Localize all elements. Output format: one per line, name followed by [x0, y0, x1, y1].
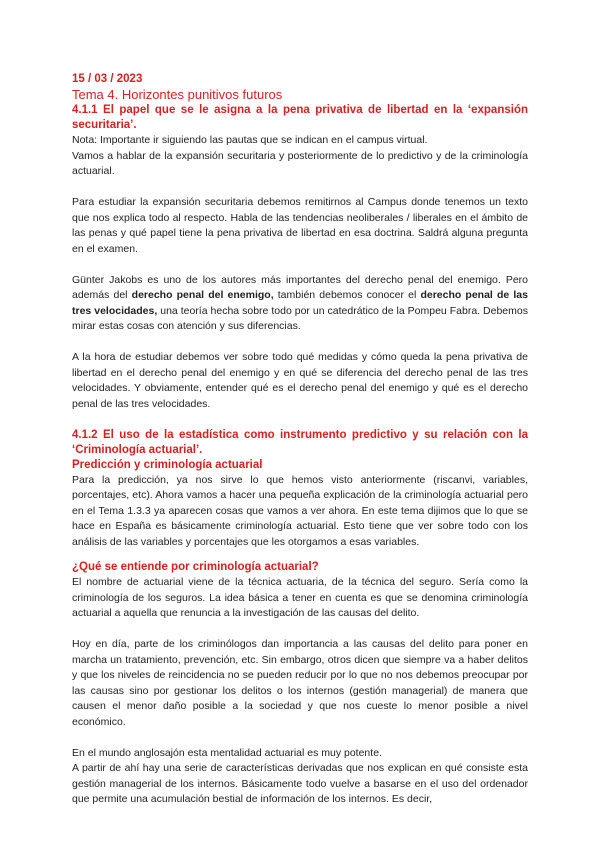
question-heading: ¿Qué se entiende por criminología actuarial? [72, 561, 319, 573]
paragraph: El nombre de actuarial viene de la técnica actuaria, de la técnica del seguro. Sería como la criminología de los seguros. La idea básica a tener en cuenta es que se denomina criminología actuarial a aquella que renuncia a la investigación de las causas del delito. [72, 576, 528, 619]
subheading: Predicción y criminología actuarial [72, 458, 263, 471]
paragraph: En el mundo anglosajón esta mentalidad actuarial es muy potente. [72, 746, 382, 759]
text-run: Günter Jakobs es uno de los autores más importantes del derecho penal del enemigo. Pero además del [72, 273, 528, 301]
text-run: una teoría hecha sobre todo por un catedrático de la Pompeu Fabra. Debemos mirar estas cosas con atención y sus diferencias. [72, 304, 528, 332]
paragraph: Para la predicción, ya nos sirve lo que hemos visto anteriormente (riscanvi, variables, porcentajes, etc). Ahora vamos a hacer una pequeña explicación de la criminología actuarial pero en el Tema 1.3.3 ya aparecen cosas que vamos a ver ahora. En este tema dijimos que lo que se hace en España es básicamente criminología actuarial. Esto tiene que ver sobre todo con los análisis de las variables y porcentajes que les otorgamos a esas variables. [72, 473, 528, 548]
paragraph: A partir de ahí hay una serie de características derivadas que nos explican en qué consiste esta gestión managerial de los internos. Básicamente todo vuelve a basarse en el uso del ordenador que permite una acumulación bestial de información de los internos. Es decir, [72, 762, 528, 805]
paragraph: Hoy en día, parte de los criminólogos dan importancia a las causas del delito para poner en marcha un tratamiento, prevención, etc. Sin embargo, otros dicen que siempre va a haber delitos y que los niveles de reincidencia no se pueden reducir por lo que no nos debemos preocupar por las causas sino por gestionar los delitos o los internos (gestión managerial) de manera que causen el menor daño posible a la sociedad y que nos cueste lo menor posible a nivel económico. [72, 638, 528, 728]
text-run: también debemos conocer el [273, 289, 421, 301]
section-heading-4-1-1: 4.1.1 El papel que se le asigna a la pena privativa de libertad en la ‘expansión securitaria’. [72, 104, 528, 131]
paragraph-jakobs [72, 273, 528, 335]
bold-term: derecho penal de las tres velocidades, [72, 289, 528, 317]
note-paragraph: Nota: Importante ir siguiendo las pautas que se indican en el campus virtual. [72, 134, 428, 146]
section-heading-4-1-2: 4.1.2 El uso de la estadística como instrumento predictivo y su relación con la ‘Criminología actuarial’. [72, 428, 528, 456]
paragraph: A la hora de estudiar debemos ver sobre todo qué medidas y cómo queda la pena privativa de libertad en el derecho penal del enemigo y en qué se diferencia del derecho penal de las tres velocidades. Y obviamente, entender qué es el derecho penal del enemigo y qué es el derecho penal de las tres velocidades. [72, 351, 528, 410]
document-date: 15 / 03 / 2023 [72, 73, 143, 85]
paragraph: Vamos a hablar de la expansión securitaria y posteriormente de lo predictivo y de la criminología actuarial. [72, 149, 528, 177]
document-page [72, 72, 528, 808]
topic-title: Tema 4. Horizontes punitivos futuros [72, 87, 283, 102]
bold-term: derecho penal del enemigo, [131, 289, 274, 301]
paragraph: Para estudiar la expansión securitaria debemos remitirnos al Campus donde tenemos un texto que nos explica todo al respecto. Habla de las tendencias neoliberales / liberales en el ámbito de las penas y qué papel tiene la pena privativa de libertad en esa doctrina. Saldrá alguna pregunta en el examen. [72, 196, 528, 255]
